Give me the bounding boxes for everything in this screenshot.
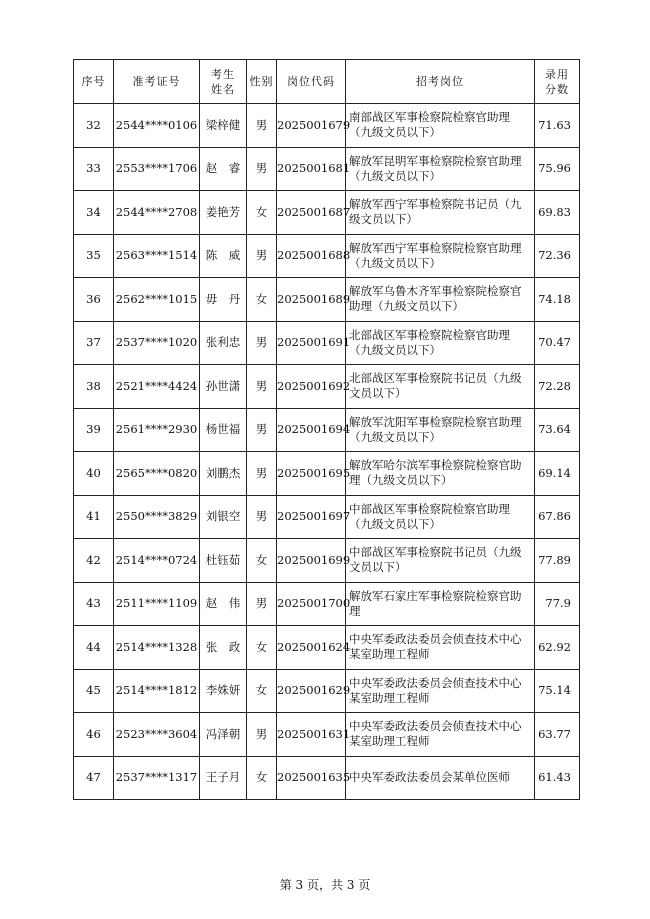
cell-post-code: 2025001700 xyxy=(277,582,346,626)
header-post-code: 岗位代码 xyxy=(277,60,346,104)
cell-post-code: 2025001624 xyxy=(277,626,346,670)
cell-post-code: 2025001687 xyxy=(277,191,346,235)
cell-score: 74.18 xyxy=(535,278,580,322)
cell-gender: 女 xyxy=(247,626,277,670)
cell-gender: 男 xyxy=(247,408,277,452)
cell-score: 73.64 xyxy=(535,408,580,452)
cell-gender: 男 xyxy=(247,104,277,148)
cell-score: 69.83 xyxy=(535,191,580,235)
cell-post: 解放军石家庄军事检察院检察官助 理 xyxy=(346,582,535,626)
cell-exam-id: 2521****4424 xyxy=(114,365,200,409)
header-post: 招考岗位 xyxy=(346,60,535,104)
cell-gender: 男 xyxy=(247,365,277,409)
cell-post-code: 2025001694 xyxy=(277,408,346,452)
table-row xyxy=(74,539,580,583)
table-row xyxy=(74,669,580,713)
table-row xyxy=(74,365,580,409)
table-row xyxy=(74,452,580,496)
cell-name: 孙世潇 xyxy=(200,365,247,409)
cell-score: 75.14 xyxy=(535,669,580,713)
cell-post-code: 2025001689 xyxy=(277,278,346,322)
cell-score: 61.43 xyxy=(535,756,580,800)
cell-exam-id: 2514****1812 xyxy=(114,669,200,713)
cell-seq: 40 xyxy=(74,452,114,496)
cell-exam-id: 2563****1514 xyxy=(114,234,200,278)
cell-score: 62.92 xyxy=(535,626,580,670)
cell-seq: 43 xyxy=(74,582,114,626)
cell-post: 中部战区军事检察院书记员（九级 文员以下） xyxy=(346,539,535,583)
cell-score: 70.47 xyxy=(535,321,580,365)
cell-post-code: 2025001692 xyxy=(277,365,346,409)
cell-name: 刘鹏杰 xyxy=(200,452,247,496)
cell-post-code: 2025001629 xyxy=(277,669,346,713)
cell-gender: 女 xyxy=(247,191,277,235)
cell-post: 北部战区军事检察院检察官助理 （九级文员以下） xyxy=(346,321,535,365)
cell-name: 赵 伟 xyxy=(200,582,247,626)
cell-seq: 41 xyxy=(74,495,114,539)
cell-post: 中央军委政法委员会侦查技术中心 某室助理工程师 xyxy=(346,626,535,670)
cell-exam-id: 2544****0106 xyxy=(114,104,200,148)
table-row xyxy=(74,234,580,278)
cell-exam-id: 2553****1706 xyxy=(114,147,200,191)
cell-exam-id: 2544****2708 xyxy=(114,191,200,235)
cell-post: 南部战区军事检察院检察官助理 （九级文员以下） xyxy=(346,104,535,148)
table-row xyxy=(74,278,580,322)
cell-score: 75.96 xyxy=(535,147,580,191)
cell-name: 杜钰茹 xyxy=(200,539,247,583)
table-row xyxy=(74,147,580,191)
cell-seq: 44 xyxy=(74,626,114,670)
cell-seq: 34 xyxy=(74,191,114,235)
cell-post: 中部战区军事检察院检察官助理 （九级文员以下） xyxy=(346,495,535,539)
cell-name: 梁梓健 xyxy=(200,104,247,148)
table-row xyxy=(74,191,580,235)
header-gender: 性别 xyxy=(247,60,277,104)
cell-gender: 男 xyxy=(247,582,277,626)
table-row xyxy=(74,321,580,365)
header-score: 录用 分数 xyxy=(535,60,580,104)
cell-score: 72.28 xyxy=(535,365,580,409)
cell-exam-id: 2511****1109 xyxy=(114,582,200,626)
cell-exam-id: 2550****3829 xyxy=(114,495,200,539)
table-row xyxy=(74,756,580,800)
cell-gender: 男 xyxy=(247,495,277,539)
cell-score: 63.77 xyxy=(535,713,580,757)
cell-gender: 男 xyxy=(247,147,277,191)
cell-exam-id: 2537****1317 xyxy=(114,756,200,800)
table-row xyxy=(74,713,580,757)
cell-score: 77.89 xyxy=(535,539,580,583)
table-row xyxy=(74,582,580,626)
cell-post: 解放军西宁军事检察院检察官助理 （九级文员以下） xyxy=(346,234,535,278)
cell-post-code: 2025001699 xyxy=(277,539,346,583)
cell-seq: 32 xyxy=(74,104,114,148)
cell-name: 李姝妍 xyxy=(200,669,247,713)
table-row xyxy=(74,408,580,452)
cell-gender: 女 xyxy=(247,756,277,800)
cell-seq: 42 xyxy=(74,539,114,583)
cell-score: 67.86 xyxy=(535,495,580,539)
cell-name: 冯泽朝 xyxy=(200,713,247,757)
cell-post-code: 2025001695 xyxy=(277,452,346,496)
cell-gender: 男 xyxy=(247,234,277,278)
page-footer: 第 3 页，共 3 页 xyxy=(279,878,371,892)
table-row xyxy=(74,626,580,670)
cell-seq: 39 xyxy=(74,408,114,452)
cell-exam-id: 2523****3604 xyxy=(114,713,200,757)
cell-post-code: 2025001631 xyxy=(277,713,346,757)
cell-gender: 女 xyxy=(247,278,277,322)
cell-post: 中央军委政法委员会侦查技术中心 某室助理工程师 xyxy=(346,669,535,713)
cell-exam-id: 2514****0724 xyxy=(114,539,200,583)
cell-seq: 36 xyxy=(74,278,114,322)
cell-post: 中央军委政法委员会某单位医师 xyxy=(346,756,535,800)
cell-score: 71.63 xyxy=(535,104,580,148)
cell-name: 陈 威 xyxy=(200,234,247,278)
cell-post-code: 2025001679 xyxy=(277,104,346,148)
cell-post-code: 2025001697 xyxy=(277,495,346,539)
cell-post: 解放军昆明军事检察院检察官助理 （九级文员以下） xyxy=(346,147,535,191)
cell-gender: 女 xyxy=(247,539,277,583)
cell-post-code: 2025001688 xyxy=(277,234,346,278)
cell-name: 刘银空 xyxy=(200,495,247,539)
cell-seq: 45 xyxy=(74,669,114,713)
cell-seq: 35 xyxy=(74,234,114,278)
cell-post-code: 2025001635 xyxy=(277,756,346,800)
cell-score: 69.14 xyxy=(535,452,580,496)
cell-exam-id: 2514****1328 xyxy=(114,626,200,670)
table-row xyxy=(74,104,580,148)
results-table xyxy=(73,59,580,800)
cell-name: 赵 睿 xyxy=(200,147,247,191)
cell-name: 王子月 xyxy=(200,756,247,800)
cell-name: 张利忠 xyxy=(200,321,247,365)
header-exam-id: 准考证号 xyxy=(114,60,200,104)
cell-seq: 37 xyxy=(74,321,114,365)
cell-post: 北部战区军事检察院书记员（九级 文员以下） xyxy=(346,365,535,409)
cell-name: 姜艳芳 xyxy=(200,191,247,235)
cell-post: 解放军乌鲁木齐军事检察院检察官 助理（九级文员以下） xyxy=(346,278,535,322)
cell-post: 中央军委政法委员会侦查技术中心 某室助理工程师 xyxy=(346,713,535,757)
cell-name: 毋 丹 xyxy=(200,278,247,322)
header-name: 考生 姓名 xyxy=(200,60,247,104)
cell-gender: 男 xyxy=(247,321,277,365)
cell-seq: 47 xyxy=(74,756,114,800)
cell-post-code: 2025001681 xyxy=(277,147,346,191)
cell-post: 解放军沈阳军事检察院检察官助理 （九级文员以下） xyxy=(346,408,535,452)
cell-seq: 46 xyxy=(74,713,114,757)
cell-post-code: 2025001691 xyxy=(277,321,346,365)
cell-score: 77.9 xyxy=(535,582,580,626)
cell-seq: 38 xyxy=(74,365,114,409)
cell-gender: 男 xyxy=(247,452,277,496)
cell-post: 解放军哈尔滨军事检察院检察官助 理（九级文员以下） xyxy=(346,452,535,496)
cell-exam-id: 2537****1020 xyxy=(114,321,200,365)
cell-post: 解放军西宁军事检察院书记员（九 级文员以下） xyxy=(346,191,535,235)
header-seq: 序号 xyxy=(74,60,114,104)
cell-gender: 女 xyxy=(247,669,277,713)
header-row xyxy=(74,60,580,104)
cell-exam-id: 2562****1015 xyxy=(114,278,200,322)
cell-name: 杨世福 xyxy=(200,408,247,452)
cell-score: 72.36 xyxy=(535,234,580,278)
cell-gender: 男 xyxy=(247,713,277,757)
cell-seq: 33 xyxy=(74,147,114,191)
cell-exam-id: 2561****2930 xyxy=(114,408,200,452)
cell-name: 张 政 xyxy=(200,626,247,670)
table-row xyxy=(74,495,580,539)
cell-exam-id: 2565****0820 xyxy=(114,452,200,496)
